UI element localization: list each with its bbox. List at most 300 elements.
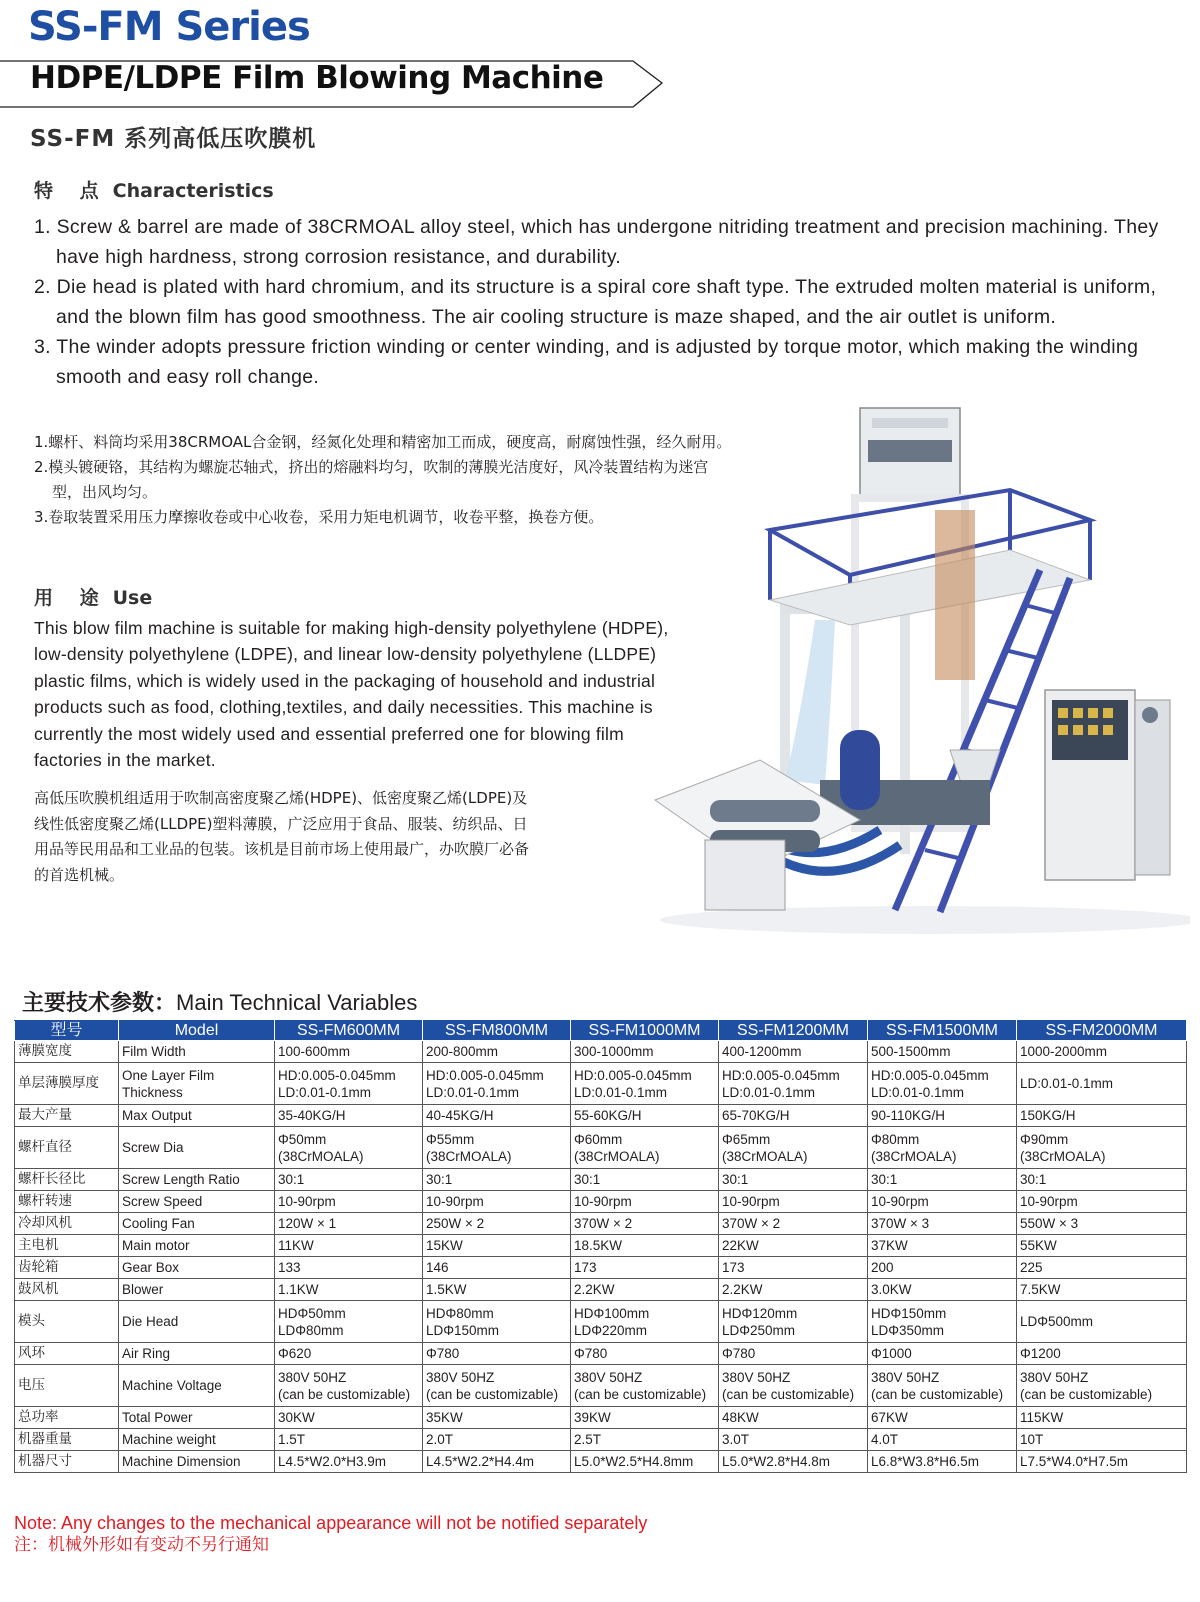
spec-value bbox=[571, 1429, 719, 1451]
spec-value bbox=[868, 1451, 1017, 1473]
note-en: Note: Any changes to the mechanical appearance will not be notified separately bbox=[14, 1513, 648, 1533]
spec-label-en bbox=[119, 1407, 275, 1429]
spec-value-line: 380V 50HZ bbox=[871, 1369, 940, 1385]
spec-label-en bbox=[119, 1429, 275, 1451]
cn-title: SS-FM 系列高低压吹膜机 bbox=[30, 126, 317, 152]
spec-value bbox=[1017, 1343, 1187, 1365]
spec-value bbox=[275, 1301, 423, 1343]
spec-value bbox=[868, 1105, 1017, 1127]
spec-label-en-line: One Layer Film bbox=[122, 1067, 215, 1083]
spec-value-line: 380V 50HZ bbox=[574, 1369, 643, 1385]
spec-value bbox=[571, 1235, 719, 1257]
spec-value-line: (can be customizable) bbox=[278, 1386, 411, 1402]
spec-row bbox=[15, 1041, 1187, 1063]
spec-value-line: 65-70KG/H bbox=[722, 1108, 790, 1123]
spec-value-line: Φ780 bbox=[574, 1346, 608, 1361]
spec-value-line: (can be customizable) bbox=[1020, 1386, 1153, 1402]
spec-value bbox=[719, 1213, 868, 1235]
spec-label-en-line: Max Output bbox=[122, 1108, 192, 1123]
spec-label-en bbox=[119, 1343, 275, 1365]
spec-value-line: 18.5KW bbox=[574, 1238, 623, 1253]
spec-value-line: 150KG/H bbox=[1020, 1108, 1076, 1123]
spec-value-line: 30:1 bbox=[871, 1172, 898, 1187]
spec-value bbox=[571, 1365, 719, 1407]
spec-value-line: LDΦ80mm bbox=[278, 1322, 344, 1338]
spec-label-en bbox=[119, 1169, 275, 1191]
spec-label-cn: 总功率 bbox=[15, 1407, 119, 1429]
spec-value bbox=[1017, 1105, 1187, 1127]
spec-value bbox=[868, 1063, 1017, 1105]
machine-illustration bbox=[650, 400, 1190, 940]
spec-value-line: 10-90rpm bbox=[1020, 1194, 1078, 1209]
spec-label-en-line: Air Ring bbox=[122, 1346, 171, 1361]
spec-row bbox=[15, 1105, 1187, 1127]
spec-value-line: 2.5T bbox=[574, 1432, 602, 1447]
spec-value-line: 250W × 2 bbox=[426, 1216, 485, 1231]
spec-label-en-line: Screw Speed bbox=[122, 1194, 203, 1209]
spec-value-line: HD:0.005-0.045mm bbox=[426, 1067, 544, 1083]
spec-value bbox=[275, 1365, 423, 1407]
spec-value-line: HDΦ80mm bbox=[426, 1305, 494, 1321]
spec-value bbox=[423, 1063, 571, 1105]
use-text-cn: 高低压吹膜机组适用于吹制高密度聚乙烯(HDPE)、低密度聚乙烯(LDPE)及线性低密度聚乙烯(LLDPE)塑料薄膜，广泛应用于食品、服装、纺织品、日用品等民用品和工业品的包装。该机是目前市场上使用最广，办吹膜厂必备的首选机械。 bbox=[34, 789, 530, 884]
spec-value bbox=[719, 1105, 868, 1127]
spec-value-line: 1.5T bbox=[278, 1432, 306, 1447]
spec-label-cn: 单层薄膜厚度 bbox=[15, 1063, 119, 1105]
spec-value-line: Φ60mm bbox=[574, 1131, 623, 1147]
spec-label-en bbox=[119, 1451, 275, 1473]
use-text-en: This blow film machine is suitable for making high-density polyethylene (HDPE), low-density polyethylene (LDPE), and linear low-density polyethylene (LLDPE) plastic films, which is widely used in the packaging of household and industrial products such as food, clothing,textiles, and daily necessities. This machine is currently the most widely used and essential preferred one for blowing film factories in the market. bbox=[34, 618, 669, 771]
spec-value bbox=[571, 1279, 719, 1301]
spec-value-line: Φ780 bbox=[426, 1346, 460, 1361]
spec-label-en-line: Thickness bbox=[122, 1084, 183, 1100]
spec-value-line: 22KW bbox=[722, 1238, 759, 1253]
spec-value-line: 4.0T bbox=[871, 1432, 899, 1447]
spec-value bbox=[423, 1127, 571, 1169]
spec-value-line: 3.0KW bbox=[871, 1282, 912, 1297]
spec-label-cn: 最大产量 bbox=[15, 1105, 119, 1127]
spec-label-en-line: Screw Length Ratio bbox=[122, 1172, 240, 1187]
spec-value-line: 40-45KG/H bbox=[426, 1108, 494, 1123]
spec-row bbox=[15, 1213, 1187, 1235]
use-heading-cn: 用 途 bbox=[34, 587, 109, 609]
spec-value-line: (can be customizable) bbox=[574, 1386, 707, 1402]
spec-value bbox=[275, 1213, 423, 1235]
spec-value bbox=[275, 1257, 423, 1279]
spec-label-en bbox=[119, 1041, 275, 1063]
spec-value bbox=[423, 1407, 571, 1429]
spec-table bbox=[14, 1020, 1187, 1473]
spec-value bbox=[868, 1407, 1017, 1429]
spec-label-en-line: Film Width bbox=[122, 1044, 186, 1059]
spec-value-line: (38CrMOALA) bbox=[278, 1148, 364, 1164]
spec-value bbox=[571, 1041, 719, 1063]
spec-row bbox=[15, 1191, 1187, 1213]
spec-header-cell: 型号 bbox=[15, 1021, 119, 1041]
spec-value-line: LDΦ250mm bbox=[722, 1322, 796, 1338]
spec-header-cell: SS-FM1200MM bbox=[719, 1021, 868, 1041]
characteristics-list-cn bbox=[34, 430, 734, 530]
spec-value-line: L5.0*W2.5*H4.8mm bbox=[574, 1454, 694, 1469]
spec-label-en-line: Machine weight bbox=[122, 1432, 216, 1447]
spec-label-cn: 薄膜宽度 bbox=[15, 1041, 119, 1063]
spec-value-line: (can be customizable) bbox=[871, 1386, 1004, 1402]
note bbox=[14, 1512, 647, 1556]
spec-label-en bbox=[119, 1105, 275, 1127]
spec-value-line: 39KW bbox=[574, 1410, 611, 1425]
spec-value-line: 30:1 bbox=[278, 1172, 305, 1187]
spec-value-line: 300-1000mm bbox=[574, 1044, 654, 1059]
spec-value-line: 7.5KW bbox=[1020, 1282, 1061, 1297]
spec-value bbox=[275, 1041, 423, 1063]
spec-row bbox=[15, 1235, 1187, 1257]
spec-value bbox=[868, 1257, 1017, 1279]
series-title: SS-FM Series bbox=[28, 4, 310, 50]
spec-label-cn: 螺杆转速 bbox=[15, 1191, 119, 1213]
spec-value bbox=[423, 1257, 571, 1279]
spec-value-line: (can be customizable) bbox=[426, 1386, 559, 1402]
spec-row bbox=[15, 1343, 1187, 1365]
spec-value-line: 48KW bbox=[722, 1410, 759, 1425]
spec-value-line: 3.0T bbox=[722, 1432, 750, 1447]
spec-value bbox=[719, 1235, 868, 1257]
spec-value bbox=[571, 1213, 719, 1235]
spec-value-line: 146 bbox=[426, 1260, 449, 1275]
spec-value-line: 55KW bbox=[1020, 1238, 1057, 1253]
spec-label-cn: 机器尺寸 bbox=[15, 1451, 119, 1473]
note-cn: 注：机械外形如有变动不另行通知 bbox=[14, 1535, 269, 1555]
spec-value bbox=[719, 1279, 868, 1301]
spec-value bbox=[1017, 1169, 1187, 1191]
spec-value-line: Φ780 bbox=[722, 1346, 756, 1361]
spec-value-line: 200-800mm bbox=[426, 1044, 499, 1059]
spec-value bbox=[423, 1213, 571, 1235]
spec-value-line: 55-60KG/H bbox=[574, 1108, 642, 1123]
spec-value bbox=[275, 1279, 423, 1301]
spec-label-en bbox=[119, 1279, 275, 1301]
spec-value-line: HD:0.005-0.045mm bbox=[278, 1067, 396, 1083]
spec-row bbox=[15, 1429, 1187, 1451]
spec-value bbox=[1017, 1279, 1187, 1301]
spec-value-line: HDΦ150mm bbox=[871, 1305, 947, 1321]
spec-value-line: 10-90rpm bbox=[722, 1194, 780, 1209]
spec-label-cn: 螺杆直径 bbox=[15, 1127, 119, 1169]
spec-value-line: 500-1500mm bbox=[871, 1044, 951, 1059]
spec-value-line: Φ50mm bbox=[278, 1131, 327, 1147]
spec-value bbox=[868, 1041, 1017, 1063]
spec-value-line: LD:0.01-0.1mm bbox=[722, 1084, 816, 1100]
spec-header-cell: SS-FM600MM bbox=[275, 1021, 423, 1041]
spec-value-line: 380V 50HZ bbox=[722, 1369, 791, 1385]
use-heading bbox=[34, 583, 152, 610]
spec-value bbox=[719, 1041, 868, 1063]
spec-value bbox=[868, 1235, 1017, 1257]
spec-value-line: 2.2KW bbox=[574, 1282, 615, 1297]
spec-value-line: 10-90rpm bbox=[871, 1194, 929, 1209]
spec-value-line: 225 bbox=[1020, 1260, 1043, 1275]
spec-value-line: LD:0.01-0.1mm bbox=[574, 1084, 668, 1100]
spec-value-line: 200 bbox=[871, 1260, 894, 1275]
spec-value bbox=[719, 1257, 868, 1279]
spec-value bbox=[719, 1169, 868, 1191]
spec-value-line: 11KW bbox=[278, 1238, 314, 1253]
spec-label-cn: 鼓风机 bbox=[15, 1279, 119, 1301]
spec-label-en bbox=[119, 1257, 275, 1279]
characteristic-item-cn: 3.卷取装置采用压力摩擦收卷或中心收卷，采用力矩电机调节，收卷平整，换卷方便。 bbox=[34, 508, 604, 526]
spec-value-line: LDΦ500mm bbox=[1020, 1314, 1094, 1329]
spec-value bbox=[275, 1407, 423, 1429]
spec-value bbox=[571, 1063, 719, 1105]
spec-value-line: HD:0.005-0.045mm bbox=[871, 1067, 989, 1083]
spec-value-line: 15KW bbox=[426, 1238, 463, 1253]
spec-value-line: Φ90mm bbox=[1020, 1131, 1069, 1147]
spec-value-line: Φ1200 bbox=[1020, 1346, 1061, 1361]
spec-value bbox=[423, 1235, 571, 1257]
spec-value bbox=[423, 1041, 571, 1063]
spec-header-cell: SS-FM2000MM bbox=[1017, 1021, 1187, 1041]
spec-value-line: Φ1000 bbox=[871, 1346, 912, 1361]
spec-value bbox=[868, 1191, 1017, 1213]
spec-value-line: HDΦ50mm bbox=[278, 1305, 346, 1321]
spec-header-cell: SS-FM1500MM bbox=[868, 1021, 1017, 1041]
spec-value bbox=[571, 1451, 719, 1473]
machine-title: HDPE/LDPE Film Blowing Machine bbox=[30, 60, 604, 96]
spec-header-cell: SS-FM1000MM bbox=[571, 1021, 719, 1041]
spec-value-line: L4.5*W2.2*H4.4m bbox=[426, 1454, 535, 1469]
spec-value bbox=[868, 1169, 1017, 1191]
characteristics-list-en bbox=[34, 212, 1184, 392]
spec-value bbox=[719, 1063, 868, 1105]
characteristic-item-cn: 1.螺杆、料筒均采用38CRMOAL合金钢，经氮化处理和精密加工而成，硬度高，耐腐蚀性强，经久耐用。 bbox=[34, 433, 732, 451]
spec-label-en bbox=[119, 1127, 275, 1169]
tech-heading-en: Main Technical Variables bbox=[176, 990, 418, 1015]
spec-row bbox=[15, 1063, 1187, 1105]
spec-row bbox=[15, 1279, 1187, 1301]
spec-value bbox=[571, 1301, 719, 1343]
spec-label-cn: 齿轮箱 bbox=[15, 1257, 119, 1279]
spec-value bbox=[1017, 1191, 1187, 1213]
spec-value-line: LD:0.01-0.1mm bbox=[871, 1084, 965, 1100]
spec-value bbox=[719, 1191, 868, 1213]
spec-value bbox=[423, 1365, 571, 1407]
spec-value bbox=[1017, 1213, 1187, 1235]
spec-value-line: 30:1 bbox=[722, 1172, 749, 1187]
spec-label-cn: 主电机 bbox=[15, 1235, 119, 1257]
spec-value bbox=[423, 1429, 571, 1451]
spec-value bbox=[1017, 1301, 1187, 1343]
spec-row bbox=[15, 1451, 1187, 1473]
spec-value bbox=[868, 1365, 1017, 1407]
spec-value-line: LD:0.01-0.1mm bbox=[426, 1084, 520, 1100]
spec-row bbox=[15, 1169, 1187, 1191]
spec-value bbox=[1017, 1235, 1187, 1257]
spec-row bbox=[15, 1365, 1187, 1407]
spec-value bbox=[1017, 1407, 1187, 1429]
spec-value-line: (can be customizable) bbox=[722, 1386, 855, 1402]
spec-value-line: 120W × 1 bbox=[278, 1216, 337, 1231]
spec-label-cn: 模头 bbox=[15, 1301, 119, 1343]
spec-value-line: 100-600mm bbox=[278, 1044, 351, 1059]
spec-value-line: 550W × 3 bbox=[1020, 1216, 1079, 1231]
spec-header-row bbox=[15, 1021, 1187, 1041]
spec-value-line: Φ80mm bbox=[871, 1131, 920, 1147]
spec-value bbox=[275, 1169, 423, 1191]
spec-value-line: Φ55mm bbox=[426, 1131, 475, 1147]
spec-value bbox=[868, 1279, 1017, 1301]
spec-value-line: 30:1 bbox=[574, 1172, 601, 1187]
spec-row bbox=[15, 1127, 1187, 1169]
spec-value bbox=[275, 1191, 423, 1213]
spec-value bbox=[275, 1063, 423, 1105]
spec-value bbox=[868, 1213, 1017, 1235]
spec-label-en-line: Total Power bbox=[122, 1410, 193, 1425]
spec-value bbox=[423, 1301, 571, 1343]
spec-value bbox=[719, 1429, 868, 1451]
spec-value-line: 1000-2000mm bbox=[1020, 1044, 1108, 1059]
spec-value bbox=[1017, 1451, 1187, 1473]
spec-header-cell: Model bbox=[119, 1021, 275, 1041]
spec-label-cn: 冷却风机 bbox=[15, 1213, 119, 1235]
spec-value bbox=[1017, 1041, 1187, 1063]
spec-value-line: 2.2KW bbox=[722, 1282, 763, 1297]
spec-label-en bbox=[119, 1235, 275, 1257]
spec-value bbox=[868, 1127, 1017, 1169]
spec-value bbox=[275, 1235, 423, 1257]
spec-value-line: Φ620 bbox=[278, 1346, 312, 1361]
spec-value-line: 10-90rpm bbox=[278, 1194, 336, 1209]
spec-value-line: 133 bbox=[278, 1260, 301, 1275]
spec-value bbox=[275, 1429, 423, 1451]
spec-value bbox=[571, 1343, 719, 1365]
spec-value bbox=[1017, 1257, 1187, 1279]
spec-value bbox=[868, 1343, 1017, 1365]
spec-value-line: LDΦ150mm bbox=[426, 1322, 500, 1338]
spec-value-line: 380V 50HZ bbox=[278, 1369, 347, 1385]
spec-label-en-line: Die Head bbox=[122, 1314, 179, 1329]
characteristics-heading-en: Characteristics bbox=[112, 180, 274, 202]
spec-value bbox=[1017, 1365, 1187, 1407]
spec-label-en-line: Main motor bbox=[122, 1238, 190, 1253]
spec-value bbox=[868, 1301, 1017, 1343]
spec-value-line: 67KW bbox=[871, 1410, 908, 1425]
characteristic-item: 1. Screw & barrel are made of 38CRMOAL alloy steel, which has undergone nitriding treatment and precision machining. They have high hardness, strong corrosion resistance, and durability. bbox=[34, 216, 1159, 268]
spec-value-line: 10-90rpm bbox=[426, 1194, 484, 1209]
tech-heading bbox=[22, 986, 417, 1017]
spec-label-en-line: Blower bbox=[122, 1282, 164, 1297]
spec-value-line: LD:0.01-0.1mm bbox=[278, 1084, 372, 1100]
spec-value-line: (38CrMOALA) bbox=[574, 1148, 660, 1164]
tech-heading-cn: 主要技术参数： bbox=[22, 991, 177, 1016]
spec-value-line: 10T bbox=[1020, 1432, 1044, 1447]
spec-value bbox=[868, 1429, 1017, 1451]
spec-value bbox=[423, 1279, 571, 1301]
spec-label-cn: 螺杆长径比 bbox=[15, 1169, 119, 1191]
spec-value bbox=[571, 1127, 719, 1169]
spec-value-line: 173 bbox=[574, 1260, 597, 1275]
use-heading-en: Use bbox=[112, 587, 153, 609]
spec-value-line: Φ65mm bbox=[722, 1131, 771, 1147]
spec-value-line: 400-1200mm bbox=[722, 1044, 802, 1059]
spec-value-line: 35-40KG/H bbox=[278, 1108, 346, 1123]
spec-value bbox=[1017, 1429, 1187, 1451]
spec-value-line: 30KW bbox=[278, 1410, 315, 1425]
spec-value-line: 1.5KW bbox=[426, 1282, 467, 1297]
spec-value-line: (38CrMOALA) bbox=[1020, 1148, 1106, 1164]
spec-value-line: 2.0T bbox=[426, 1432, 454, 1447]
characteristics-heading bbox=[34, 176, 274, 203]
spec-value-line: HDΦ120mm bbox=[722, 1305, 798, 1321]
characteristic-item: 3. The winder adopts pressure friction winding or center winding, and is adjusted by torque motor, which making the winding smooth and easy roll change. bbox=[34, 336, 1139, 388]
spec-value-line: 380V 50HZ bbox=[1020, 1369, 1089, 1385]
spec-value-line: 10-90rpm bbox=[574, 1194, 632, 1209]
spec-value-line: (38CrMOALA) bbox=[722, 1148, 808, 1164]
spec-value bbox=[571, 1105, 719, 1127]
spec-label-en bbox=[119, 1213, 275, 1235]
spec-row bbox=[15, 1301, 1187, 1343]
spec-value-line: 370W × 2 bbox=[722, 1216, 781, 1231]
spec-row bbox=[15, 1257, 1187, 1279]
spec-value-line: 37KW bbox=[871, 1238, 908, 1253]
spec-value bbox=[423, 1105, 571, 1127]
spec-value-line: 380V 50HZ bbox=[426, 1369, 495, 1385]
spec-value-line: 370W × 2 bbox=[574, 1216, 633, 1231]
spec-value-line: 115KW bbox=[1020, 1410, 1064, 1425]
spec-label-en-line: Machine Voltage bbox=[122, 1378, 222, 1393]
spec-label-cn: 风环 bbox=[15, 1343, 119, 1365]
spec-value-line: L4.5*W2.0*H3.9m bbox=[278, 1454, 387, 1469]
spec-value-line: LDΦ350mm bbox=[871, 1322, 945, 1338]
spec-value bbox=[719, 1365, 868, 1407]
spec-value-line: L7.5*W4.0*H7.5m bbox=[1020, 1454, 1129, 1469]
spec-value bbox=[423, 1191, 571, 1213]
spec-value bbox=[719, 1127, 868, 1169]
spec-value-line: 35KW bbox=[426, 1410, 463, 1425]
spec-value-line: L5.0*W2.8*H4.8m bbox=[722, 1454, 831, 1469]
spec-value bbox=[423, 1451, 571, 1473]
spec-value bbox=[719, 1451, 868, 1473]
spec-label-cn: 电压 bbox=[15, 1365, 119, 1407]
spec-value bbox=[571, 1407, 719, 1429]
spec-value-line: HDΦ100mm bbox=[574, 1305, 650, 1321]
spec-value bbox=[423, 1169, 571, 1191]
spec-value bbox=[571, 1257, 719, 1279]
spec-label-en bbox=[119, 1365, 275, 1407]
spec-value-line: LD:0.01-0.1mm bbox=[1020, 1076, 1114, 1091]
spec-value bbox=[275, 1451, 423, 1473]
characteristics-heading-cn: 特 点 bbox=[34, 180, 109, 202]
spec-value-line: HD:0.005-0.045mm bbox=[722, 1067, 840, 1083]
spec-value bbox=[275, 1343, 423, 1365]
spec-value bbox=[571, 1191, 719, 1213]
spec-label-en bbox=[119, 1191, 275, 1213]
spec-value-line: (38CrMOALA) bbox=[871, 1148, 957, 1164]
spec-value bbox=[1017, 1127, 1187, 1169]
spec-value bbox=[719, 1407, 868, 1429]
spec-value bbox=[423, 1343, 571, 1365]
spec-label-en-line: Screw Dia bbox=[122, 1140, 184, 1155]
spec-label-en-line: Machine Dimension bbox=[122, 1454, 241, 1469]
spec-header-cell: SS-FM800MM bbox=[423, 1021, 571, 1041]
spec-value bbox=[571, 1169, 719, 1191]
characteristic-item: 2. Die head is plated with hard chromium, and its structure is a spiral core shaft type. The extruded molten material is uniform, and the blown film has good smoothness. The air cooling structure is maze shaped, and the air outlet is uniform. bbox=[34, 276, 1157, 328]
characteristic-item-cn: 2.模头镀硬铬，其结构为螺旋芯轴式，挤出的熔融料均匀，吹制的薄膜光洁度好，风冷装置结构为迷宫型，出风均匀。 bbox=[34, 458, 709, 501]
spec-value-line: 30:1 bbox=[1020, 1172, 1047, 1187]
spec-value-line: L6.8*W3.8*H6.5m bbox=[871, 1454, 980, 1469]
spec-label-en-line: Cooling Fan bbox=[122, 1216, 195, 1231]
spec-value bbox=[719, 1343, 868, 1365]
spec-label-en-line: Gear Box bbox=[122, 1260, 180, 1275]
spec-value bbox=[275, 1127, 423, 1169]
